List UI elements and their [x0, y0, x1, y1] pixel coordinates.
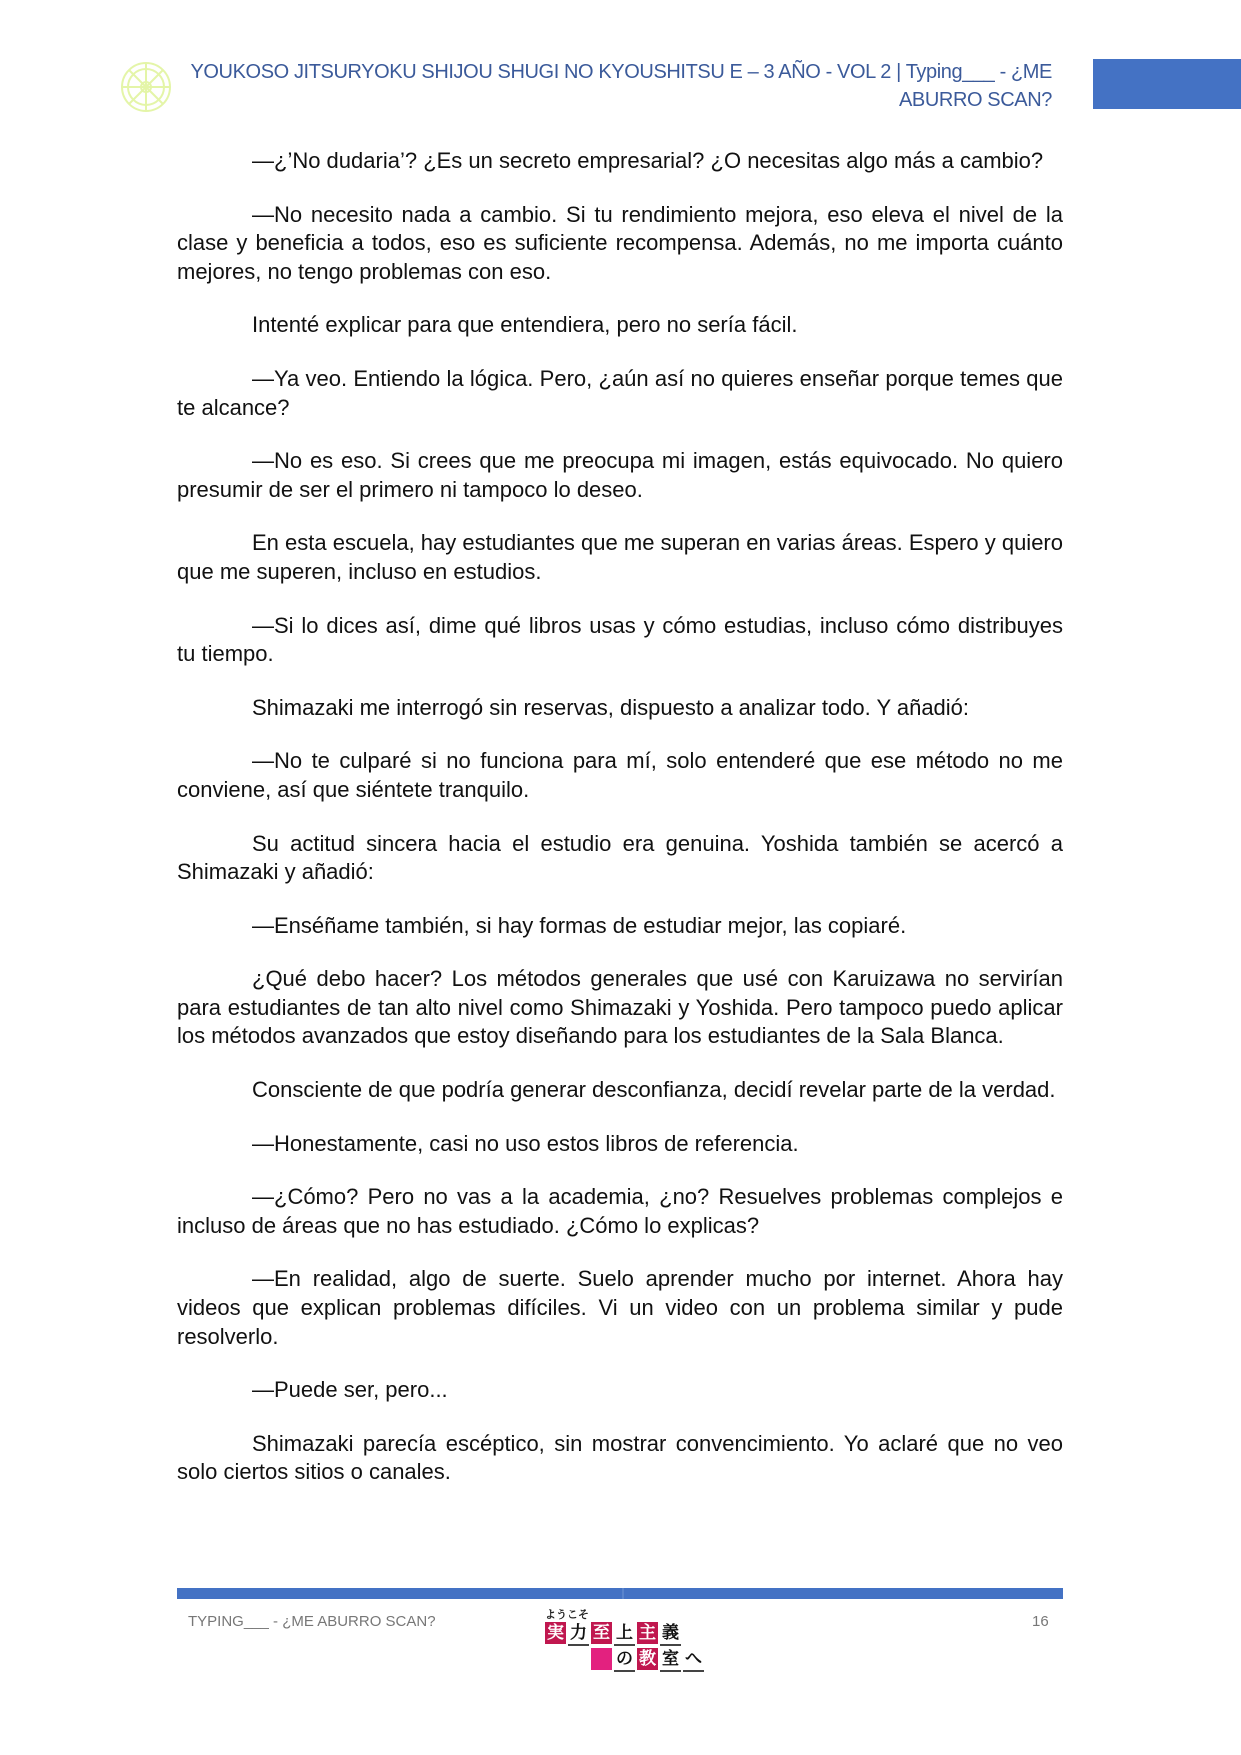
page-number: 16 — [1032, 1613, 1049, 1630]
paragraph: —Si lo dices así, dime qué libros usas y cómo estudias, incluso cómo distribuyes tu tiempo. — [177, 612, 1063, 667]
paragraph: Shimazaki parecía escéptico, sin mostrar convencimiento. Yo aclaré que no veo solo ciertos sitios o canales. — [177, 1430, 1063, 1485]
logo-char: 上 — [614, 1622, 635, 1646]
logo-small-print — [591, 1648, 612, 1670]
logo-char: の — [614, 1648, 635, 1672]
paragraph: Consciente de que podría generar desconfianza, decidí revelar parte de la verdad. — [252, 1077, 1056, 1103]
footer-credit: TYPING___ - ¿ME ABURRO SCAN? — [188, 1613, 436, 1630]
logo-char: 室 — [660, 1648, 681, 1672]
logo-char: 義 — [660, 1622, 681, 1646]
paragraph: —En realidad, algo de suerte. Suelo aprender mucho por internet. Ahora hay videos que explican problemas difíciles. Vi un video con un problema similar y pude resolverlo. — [177, 1266, 1063, 1349]
page-header-title: YOUKOSO JITSURYOKU SHIJOU SHUGI NO KYOUSHITSU E – 3 AÑO - VOL 2 | Typing___ - ¿ME ABURRO SCAN? — [190, 61, 1052, 111]
document-body — [177, 147, 1063, 1512]
wheel-emblem-icon — [119, 60, 173, 114]
paragraph: En esta escuela, hay estudiantes que me superan en varias áreas. Espero y quiero que me superen, incluso en estudios. — [177, 530, 1063, 584]
paragraph: —¿’No dudaria’? ¿Es un secreto empresarial? ¿O necesitas algo más a cambio? — [252, 148, 1044, 173]
paragraph: —¿Cómo? Pero no vas a la academia, ¿no? Resuelves problemas complejos e incluso de áreas que no has estudiado. ¿Cómo lo explicas? — [177, 1184, 1063, 1238]
paragraph: —No es eso. Si crees que me preocupa mi imagen, estás equivocado. No quiero presumir de ser el primero ni tampoco lo deseo. — [177, 448, 1063, 502]
series-logo — [545, 1606, 702, 1674]
paragraph: —No necesito nada a cambio. Si tu rendimiento mejora, eso eleva el nivel de la clase y beneficia a todos, eso es suficiente recompensa. Además, no me importa cuánto mejores, no tengo problemas con eso. — [177, 201, 1063, 284]
paragraph: —Enséñame también, si hay formas de estudiar mejor, las copiaré. — [252, 912, 907, 938]
logo-top-text: ようこそ — [545, 1608, 589, 1621]
paragraph: Su actitud sincera hacia el estudio era genuina. Yoshida también se acercó a Shimazaki y añadió: — [177, 830, 1063, 885]
paragraph: ¿Qué debo hacer? Los métodos generales que usé con Karuizawa no servirían para estudiantes de tan alto nivel como Shimazaki y Yoshida. Pero tampoco puedo aplicar los métodos avanzados que estoy diseñando para los estudiantes de la Sala Blanca. — [177, 966, 1063, 1049]
paragraph: —Ya veo. Entiendo la lógica. Pero, ¿aún así no quieres enseñar porque temes que te alcance? — [177, 365, 1063, 420]
logo-char: 主 — [639, 1623, 656, 1643]
logo-char: 実 — [547, 1623, 564, 1643]
paragraph: —Puede ser, pero... — [252, 1377, 448, 1403]
header-accent-block — [1093, 59, 1241, 109]
logo-char: 力 — [568, 1622, 589, 1646]
paragraph: —No te culparé si no funciona para mí, solo entenderé que ese método no me conviene, así que siéntete tranquilo. — [177, 748, 1063, 802]
logo-char: 教 — [639, 1649, 656, 1669]
footer-divider-bar — [177, 1588, 1063, 1599]
paragraph: Intenté explicar para que entendiera, pero no sería fácil. — [252, 312, 798, 338]
logo-char: 至 — [593, 1623, 610, 1643]
paragraph: —Honestamente, casi no uso estos libros de referencia. — [252, 1130, 799, 1156]
logo-char: へ — [683, 1648, 704, 1672]
paragraph: Shimazaki me interrogó sin reservas, dispuesto a analizar todo. Y añadió: — [252, 694, 970, 720]
